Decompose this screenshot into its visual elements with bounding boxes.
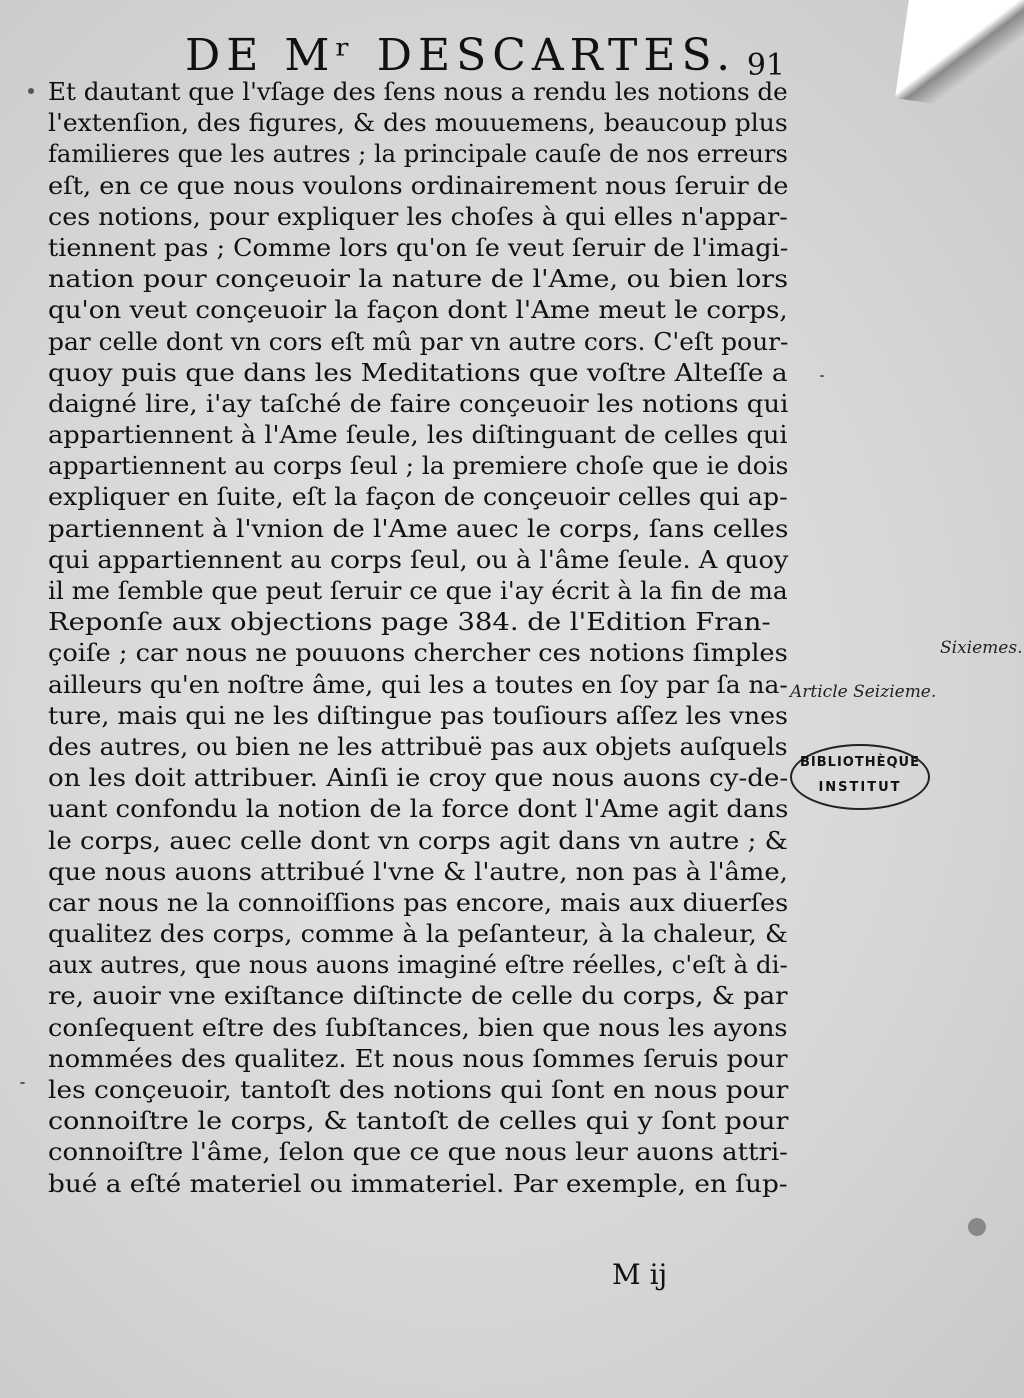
text-line: bué a eſté materiel ou immateriel. Par exemple, en ſup- (48, 1168, 788, 1198)
ink-speck (20, 1082, 25, 1084)
text-line: uant confondu la notion de la force dont l'Ame agit dans (48, 794, 789, 824)
text-line: il me ſemble que peut ſeruir ce que i'ay écrit à la fin de ma (48, 576, 788, 605)
text-line: ture, mais qui ne les diſtingue pas touſiours aſſez les vnes (48, 700, 788, 730)
text-line: quoy puis que dans les Meditations que voſtre Alteſſe a (48, 357, 788, 387)
body-text (48, 76, 788, 1199)
text-line: ailleurs qu'en noſtre âme, qui les a toutes en ſoy par ſa na- (48, 669, 788, 699)
text-line: nommées des qualitez. Et nous nous ſommes ſeruis pour (48, 1043, 788, 1073)
ink-speck (968, 1218, 986, 1236)
text-line: eſt, en ce que nous voulons ordinairement nous ſeruir de (48, 170, 789, 200)
text-line: l'extenſion, des figures, & des mouuemens, beaucoup plus (48, 108, 788, 138)
text-line: tiennent pas ; Comme lors qu'on ſe veut ſeruir de l'imagi- (48, 232, 789, 262)
catchword: M ij (612, 1258, 668, 1291)
text-line: daigné lire, i'ay taſché de faire conçeuoir les notions qui (48, 388, 789, 418)
ink-speck (820, 375, 824, 377)
text-line: ces notions, pour expliquer les choſes à qui elles n'appar- (48, 201, 788, 231)
stamp-line-2: INSTITUT (818, 780, 902, 795)
text-line: nation pour conçeuoir la nature de l'Ame, ou bien lors (48, 264, 789, 294)
text-line: familieres que les autres ; la principale cauſe de nos erreurs (48, 139, 788, 169)
text-line: que nous auons attribué l'vne & l'autre, non pas à l'âme, (48, 856, 788, 886)
page-corner-fold (895, 0, 1024, 120)
text-line: qui appartiennent au corps ſeul, ou à l'âme ſeule. A quoy (48, 544, 789, 574)
text-line: des autres, ou bien ne les attribuë pas aux objets auſquels (48, 731, 788, 761)
text-line: expliquer en ſuite, eſt la façon de conçeuoir celles qui ap- (48, 482, 788, 512)
text-line: Reponſe aux objections page 384. de l'Edition Fran- (48, 607, 771, 637)
text-line: qualitez des corps, comme à la peſanteur, à la chaleur, & (48, 919, 788, 949)
text-line: appartiennent au corps ſeul ; la premiere choſe que ie dois (48, 451, 789, 481)
text-line: par celle dont vn cors eſt mû par vn autre cors. C'eſt pour- (48, 326, 789, 356)
page-number: 91 (746, 48, 785, 83)
text-line: qu'on veut conçeuoir la façon dont l'Ame meut le corps, (48, 295, 788, 325)
text-line: conſequent eſtre des ſubſtances, bien que nous les ayons (48, 1012, 788, 1042)
text-line: çoiſe ; car nous ne pouuons chercher ces notions ſimples (48, 638, 788, 668)
text-line: Et dautant que l'vſage des ſens nous a rendu les notions de (48, 77, 788, 106)
text-line: re, auoir vne exiſtance diſtincte de celle du corps, & par (48, 981, 788, 1011)
text-line: connoiſtre le corps, & tantoſt de celles qui y ſont pour (48, 1106, 789, 1136)
text-line: aux autres, que nous auons imaginé eſtre réelles, c'eſt à di- (48, 950, 788, 980)
library-stamp (790, 744, 930, 810)
text-line: le corps, auec celle dont vn corps agit dans vn autre ; & (48, 825, 788, 855)
margin-note-article: Article Seizieme. (790, 682, 937, 702)
running-title: DE Mʳ DESCARTES. (185, 30, 737, 81)
text-line: partiennent à l'vnion de l'Ame auec le corps, ſans celles (48, 513, 789, 543)
text-line: connoiſtre l'âme, ſelon que ce que nous leur auons attri- (48, 1137, 788, 1167)
text-line: car nous ne la connoiſſions pas encore, mais aux diuerſes (48, 887, 789, 917)
text-line: on les doit attribuer. Ainſi ie croy que nous auons cy-de- (48, 763, 789, 793)
margin-note-sixiemes: Sixiemes. (940, 638, 1023, 658)
text-line: appartiennent à l'Ame ſeule, les diſtinguant de celles qui (48, 420, 788, 450)
ink-speck (28, 88, 34, 94)
text-line: les conçeuoir, tantoſt des notions qui ſont en nous pour (48, 1075, 789, 1104)
stamp-line-1: BIBLIOTHÈQUE (800, 755, 920, 770)
